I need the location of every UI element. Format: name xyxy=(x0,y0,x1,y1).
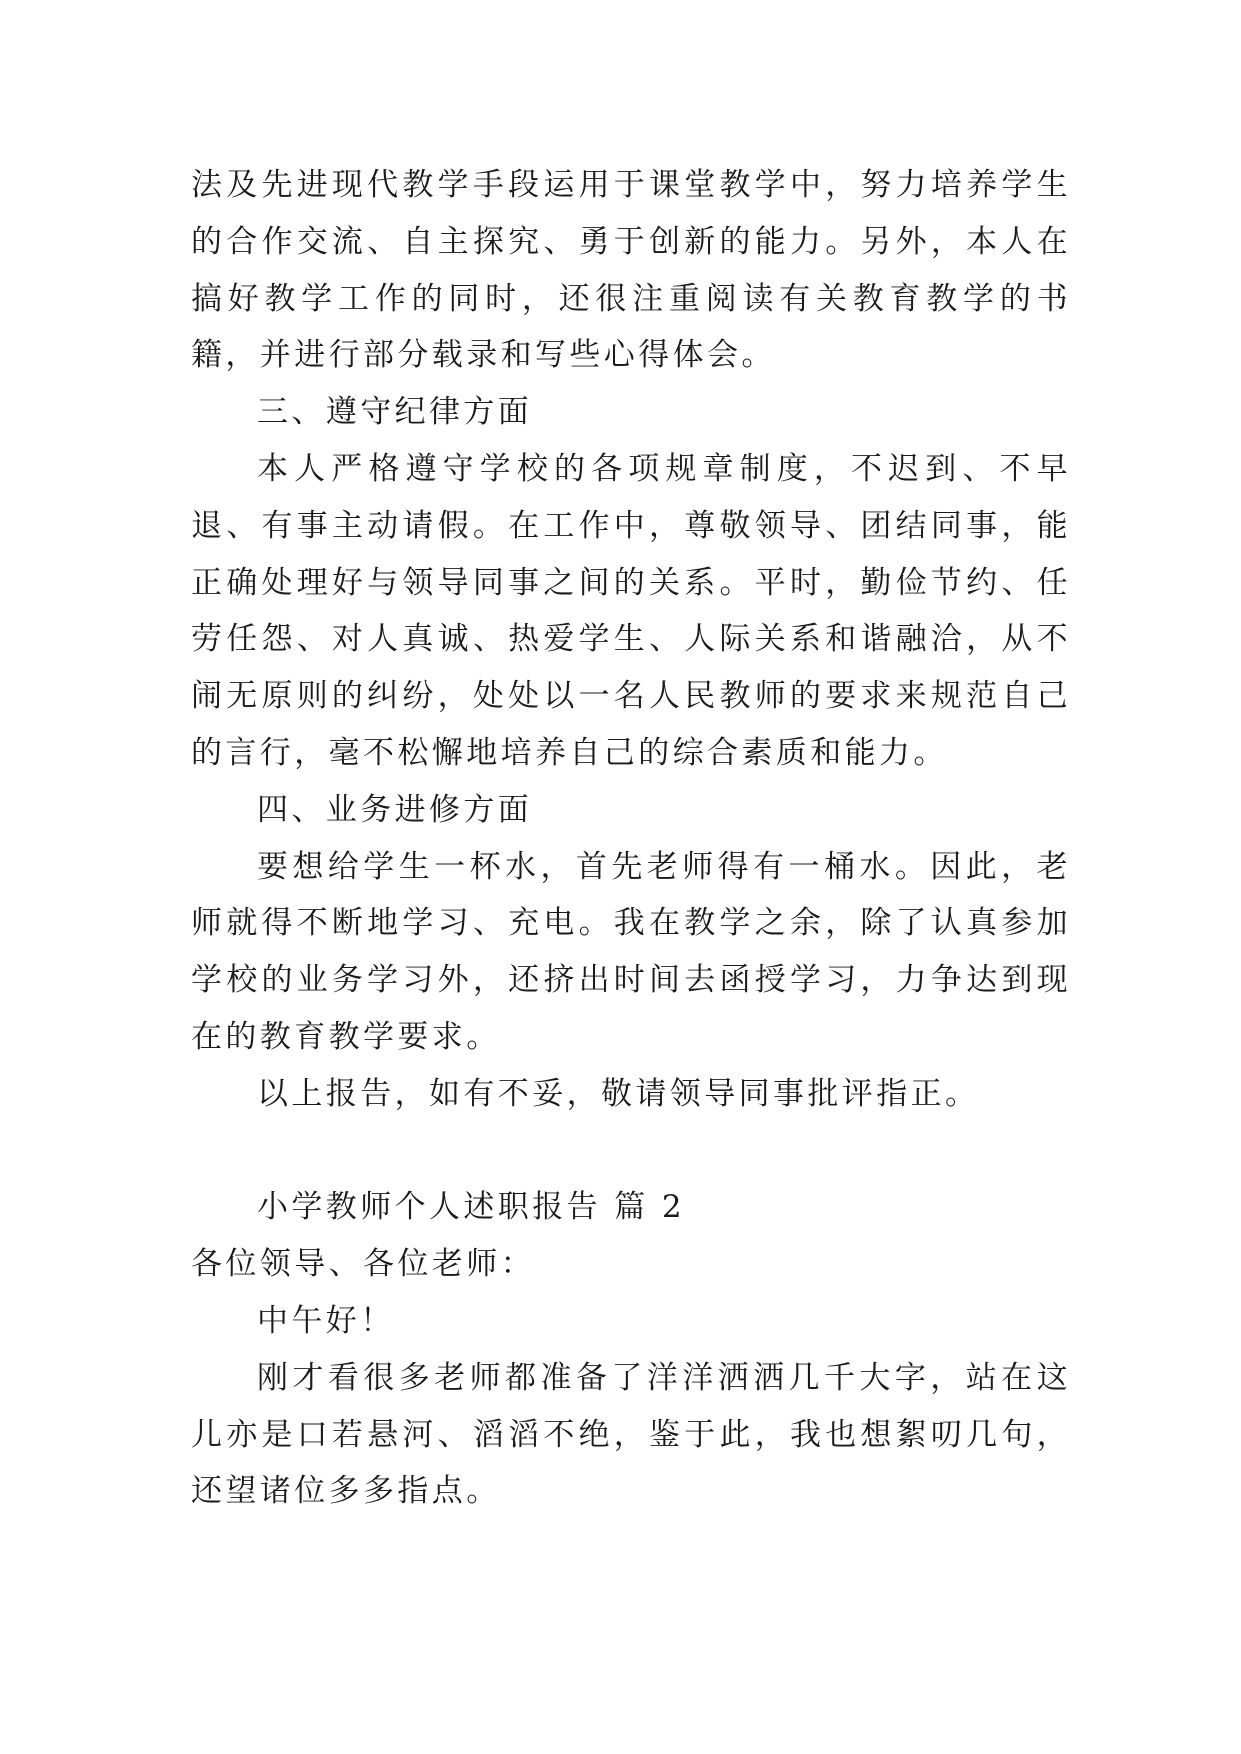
paragraph-professional-study: 要想给学生一杯水，首先老师得有一桶水。因此，老师就得不断地学习、充电。我在教学之余，除了认真参加学校的业务学习外，还挤出时间去函授学习，力争达到现在的教育教学要求。 xyxy=(191,848,1071,1055)
report-title-part-2: 小学教师个人述职报告 篇 2 xyxy=(257,1189,686,1226)
document-body xyxy=(191,157,1071,1520)
paragraph-closing: 以上报告，如有不妥，敬请领导同事批评指正。 xyxy=(257,1075,980,1112)
salutation: 各位领导、各位老师： xyxy=(191,1246,535,1283)
section-heading-professional-study: 四、业务进修方面 xyxy=(257,791,533,828)
greeting: 中午好！ xyxy=(257,1302,395,1339)
paragraph-opening-remarks: 刚才看很多老师都准备了洋洋洒洒几千大字，站在这儿亦是口若悬河、滔滔不绝，鉴于此，我也想絮叨几句，还望诸位多多指点。 xyxy=(191,1359,1071,1510)
paragraph-discipline: 本人严格遵守学校的各项规章制度，不迟到、不早退、有事主动请假。在工作中，尊敬领导、团结同事，能正确处理好与领导同事之间的关系。平时，勤俭节约、任劳任怨、对人真诚、热爱学生、人际关系和谐融洽，从不闹无原则的纠纷，处处以一名人民教师的要求来规范自己的言行，毫不松懈地培养自己的综合素质和能力。 xyxy=(191,450,1071,771)
paragraph-teaching-methods-continued: 法及先进现代教学手段运用于课堂教学中，努力培养学生的合作交流、自主探究、勇于创新的能力。另外，本人在搞好教学工作的同时，还很注重阅读有关教育教学的书籍，并进行部分载录和写些心得体会。 xyxy=(191,167,1071,374)
section-heading-discipline: 三、遵守纪律方面 xyxy=(257,394,533,431)
